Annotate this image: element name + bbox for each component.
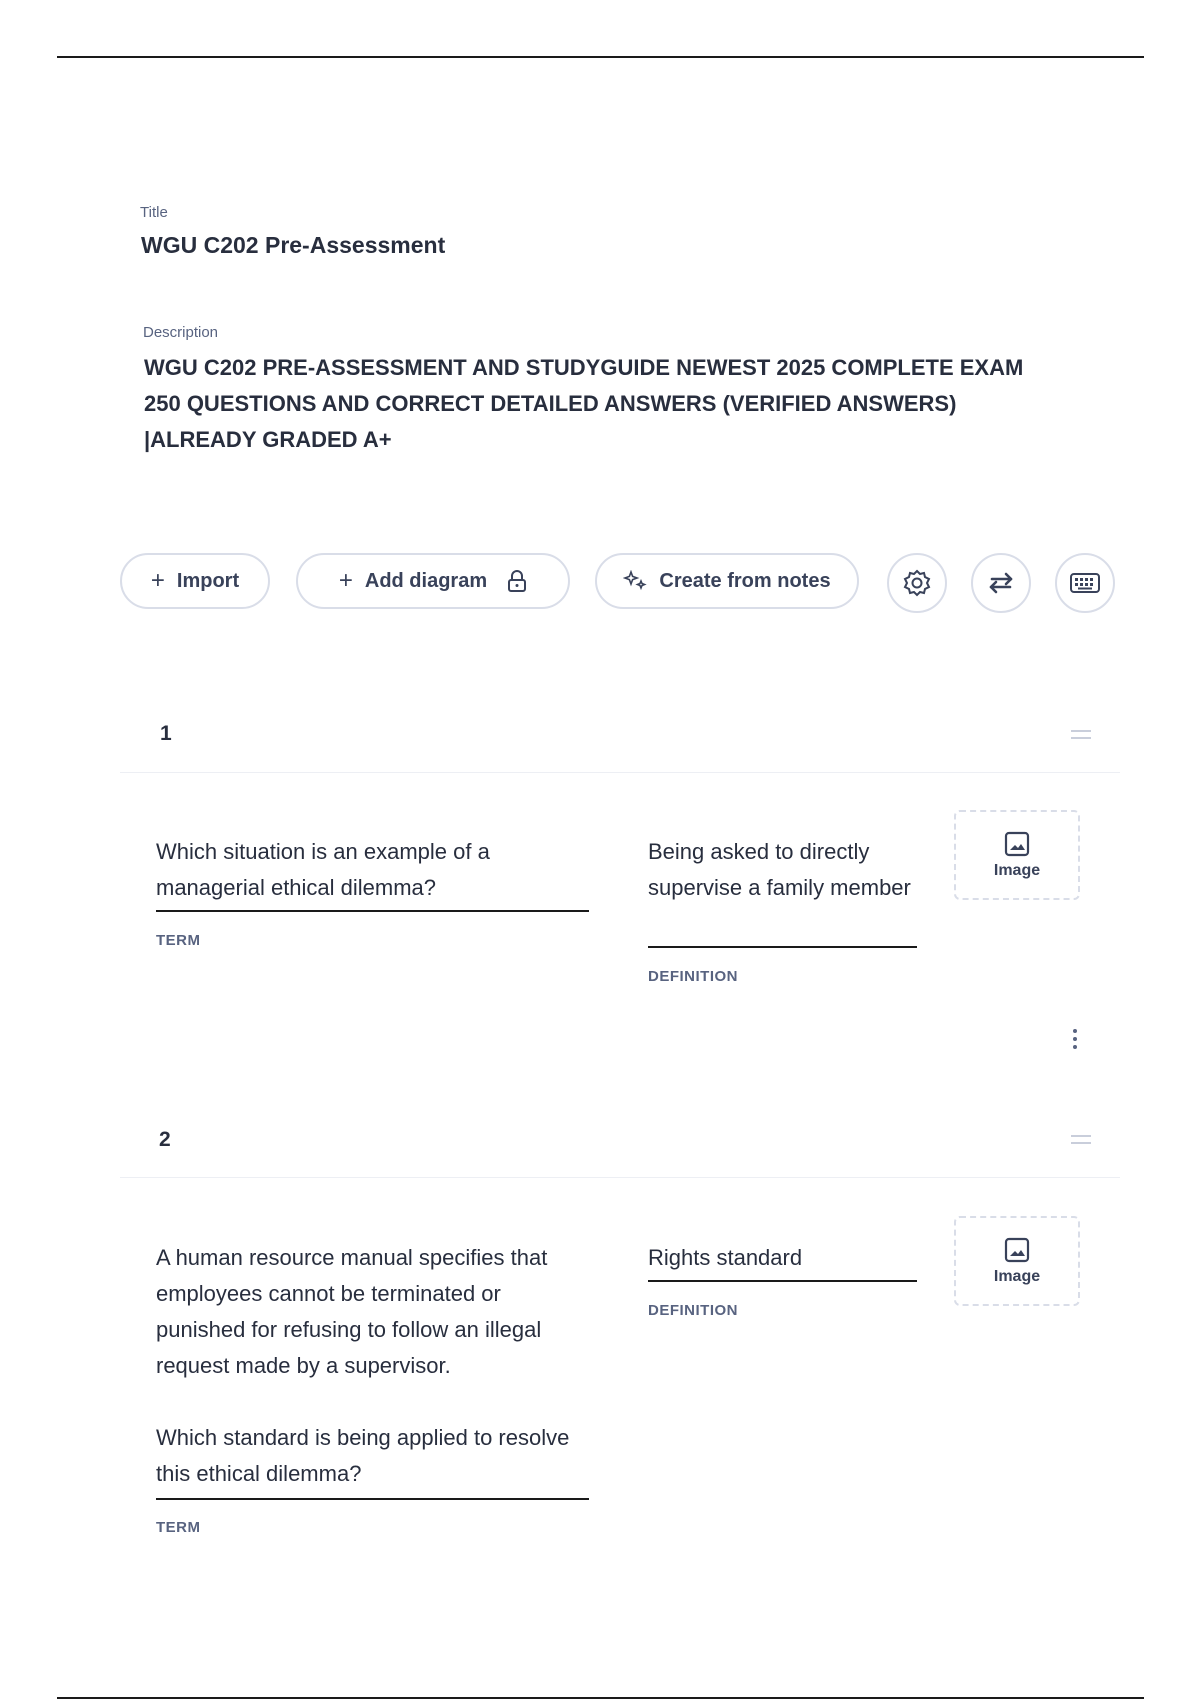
card-number: 1 — [160, 722, 172, 745]
image-label: Image — [993, 1268, 1041, 1285]
settings-button[interactable] — [887, 553, 947, 613]
toolbar — [0, 553, 1200, 615]
add-image-button[interactable] — [954, 810, 1080, 900]
gear-icon — [902, 568, 932, 598]
title-label: Title — [140, 204, 168, 221]
term-underline — [156, 1498, 589, 1500]
drag-handle-icon[interactable] — [1071, 730, 1091, 744]
lock-icon — [507, 570, 527, 592]
description-label: Description — [143, 324, 219, 341]
create-from-notes-label: Create from notes — [659, 569, 831, 592]
top-rule — [57, 56, 1144, 58]
keyboard-shortcuts-button[interactable] — [1055, 553, 1115, 613]
plus-icon: + — [338, 567, 353, 594]
set-description-input[interactable]: WGU C202 PRE-ASSESSMENT AND STUDYGUIDE NEWEST 2025 COMPLETE EXAM 250 QUESTIONS AND CORRECT DETAILED ANSWERS (VERIFIED ANSWERS) |ALREADY GRADED A+ — [144, 355, 1024, 452]
definition-label: DEFINITION — [648, 968, 738, 985]
add-diagram-label: Add diagram — [364, 569, 488, 592]
add-diagram-button[interactable] — [296, 553, 570, 609]
card-number: 2 — [159, 1128, 171, 1151]
definition-underline — [648, 946, 917, 948]
sparkle-icon — [623, 570, 647, 592]
add-image-button[interactable] — [954, 1216, 1080, 1306]
term-input[interactable]: A human resource manual specifies that employees cannot be terminated or punished for refusing to follow an illegal request made by a supervisor. Which standard is being applied to resolve this ethical dilemma? — [156, 1245, 570, 1486]
bottom-rule — [57, 1697, 1144, 1699]
image-icon — [1003, 1236, 1031, 1264]
plus-icon: + — [150, 567, 165, 594]
card-divider — [120, 772, 1120, 773]
definition-underline — [648, 1280, 917, 1282]
set-title-input[interactable]: WGU C202 Pre-Assessment — [141, 232, 446, 258]
more-options-icon[interactable] — [1073, 1029, 1079, 1053]
term-underline — [156, 910, 589, 912]
term-input[interactable]: Which situation is an example of a managerial ethical dilemma? — [156, 839, 490, 900]
definition-label: DEFINITION — [648, 1302, 738, 1319]
term-label: TERM — [156, 1519, 201, 1536]
definition-input[interactable]: Rights standard — [648, 1245, 803, 1270]
import-button[interactable] — [120, 553, 270, 609]
definition-input[interactable]: Being asked to directly supervise a family member — [648, 839, 911, 900]
swap-button[interactable] — [971, 553, 1031, 613]
card-divider — [120, 1177, 1120, 1178]
image-label: Image — [993, 862, 1041, 879]
import-label: Import — [176, 569, 240, 592]
term-label: TERM — [156, 932, 201, 949]
keyboard-icon — [1069, 572, 1101, 594]
swap-icon — [986, 570, 1016, 596]
drag-handle-icon[interactable] — [1071, 1135, 1091, 1149]
create-from-notes-button[interactable] — [595, 553, 859, 609]
image-icon — [1003, 830, 1031, 858]
